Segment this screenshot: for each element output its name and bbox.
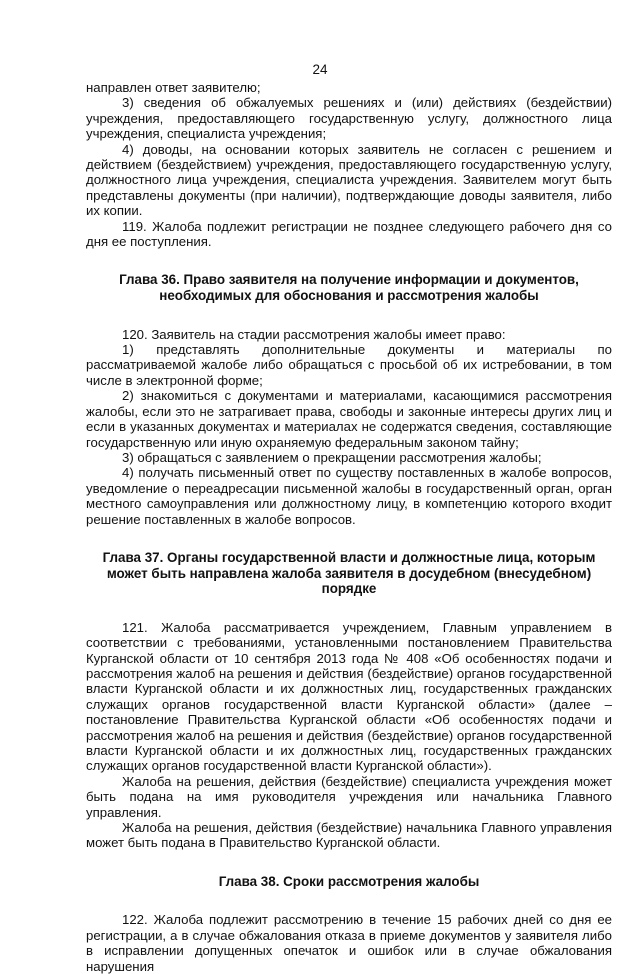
page-number: 24 (312, 62, 328, 77)
paragraph: 121. Жалоба рассматривается учреждением, Главным управлением в соответствии с требованиями, установленными постановлением Правительства Курганской области от 10 сентября 2013 года № 408 «Об особенностях подачи и рассмотрения жалоб на решения и действия (бездействие) органов государственной власти Курганской области и их должностных лиц, государственных гражданских служащих органов государственной власти Курганской области» (далее – постановление Правительства Курганской области «Об особенностях подачи и рассмотрения жалоб на решения и действия (бездействие) органов государственной власти Курганской области и их должностных лиц, государственных гражданских служащих органов государственной власти Курганской области»). (86, 619, 612, 774)
chapter-heading: Глава 36. Право заявителя на получение информации и документов, необходимых для обоснования и рассмотрения жалобы (119, 272, 579, 304)
paragraph: Жалоба на решения, действия (бездействие) специалиста учреждения может быть подана на имя руководителя учреждения или начальника Главного управления. (86, 773, 612, 820)
document-body (86, 80, 612, 974)
paragraph: 119. Жалоба подлежит регистрации не позднее следующего рабочего дня со дня ее поступления. (86, 218, 612, 250)
paragraph: 4) доводы, на основании которых заявитель не согласен с решением и действием (бездействием) учреждения, предоставляющего государственную услугу, должностного лица учреждения, специалиста учреждения. Заявителем могут быть представлены документы (при наличии), подтверждающие доводы заявителя, либо их копии. (86, 141, 612, 219)
chapter-heading: Глава 37. Органы государственной власти и должностные лица, которым может быть направлена жалоба заявителя в досудебном (внесудебном) порядке (102, 549, 596, 597)
paragraph: 3) обращаться с заявлением о прекращении рассмотрения жалобы; (122, 449, 542, 465)
paragraph: 3) сведения об обжалуемых решениях и (или) действиях (бездействии) учреждения, предоставляющего государственную услугу, должностного лица учреждения, специалиста учреждения; (86, 95, 612, 142)
paragraph: 122. Жалоба подлежит рассмотрению в течение 15 рабочих дней со дня ее регистрации, а в случае обжалования отказа в приеме документов у заявителя либо в исправлении допущенных опечаток и ошибок или в случае обжалования нарушения (86, 912, 612, 974)
paragraph: Жалоба на решения, действия (бездействие) начальника Главного управления может быть подана в Правительство Курганской области. (86, 820, 612, 851)
paragraph: 2) знакомиться с документами и материалами, касающимися рассмотрения жалобы, если это не затрагивает права, свободы и законные интересы других лиц и если в указанных документах и материалах не содержатся сведения, составляющие государственную или иную охраняемую федеральным законом тайну; (86, 388, 612, 450)
paragraph: 120. Заявитель на стадии рассмотрения жалобы имеет право: (122, 326, 506, 342)
paragraph: 1) представлять дополнительные документы и материалы по рассматриваемой жалобе либо обращаться с просьбой об их истребовании, в том числе в электронной форме; (86, 342, 612, 388)
paragraph: 4) получать письменный ответ по существу поставленных в жалобе вопросов, уведомление о переадресации письменной жалобы в государственный орган, орган местного самоуправления или должностному лицу, в компетенцию которого входит решение поставленных в жалобе вопросов. (86, 465, 612, 527)
paragraph: направлен ответ заявителю; (86, 80, 261, 95)
chapter-heading: Глава 38. Сроки рассмотрения жалобы (218, 873, 480, 889)
